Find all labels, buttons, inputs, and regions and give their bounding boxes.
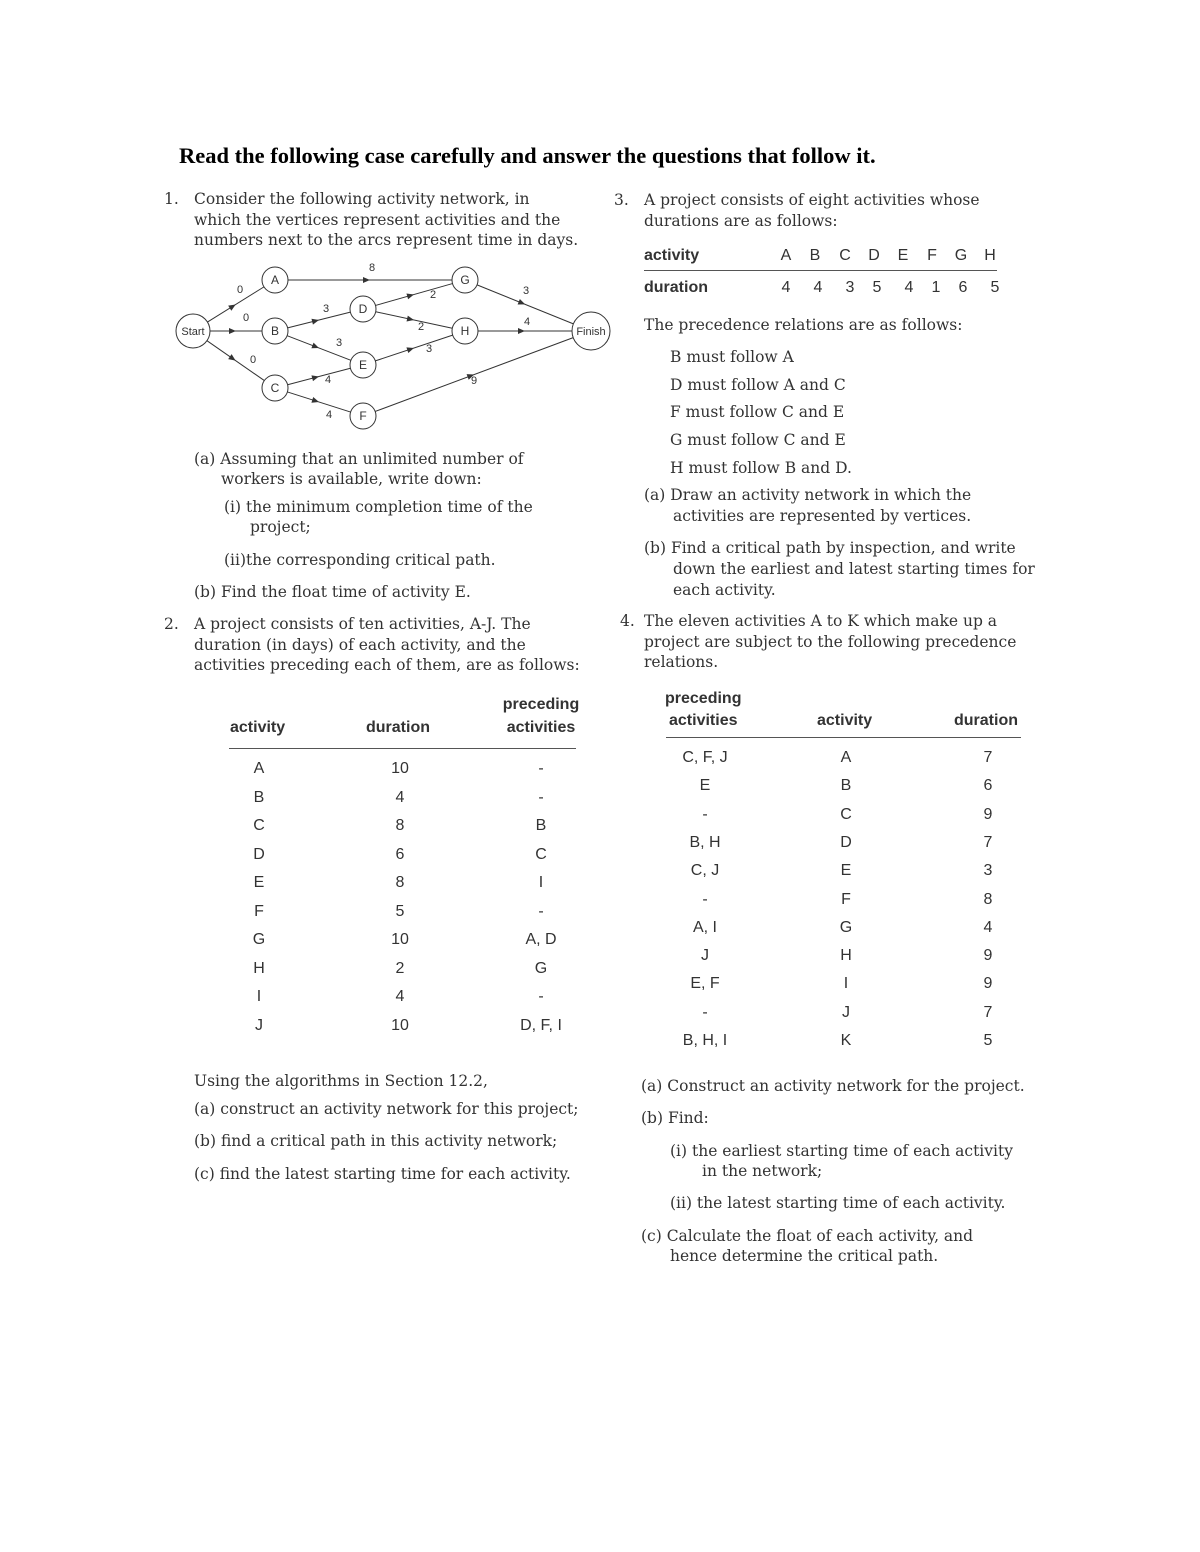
- arc-arrowhead: [518, 328, 525, 334]
- q2-cell-activity: A: [253, 760, 265, 777]
- q4-cell-duration: 9: [983, 805, 993, 823]
- arc-arrowhead: [311, 375, 319, 381]
- q2-cell-activity: E: [253, 874, 265, 891]
- q4-part-b: (b) Find:: [641, 1109, 709, 1127]
- q2-cell-duration: 10: [391, 1016, 409, 1034]
- arc-arrowhead: [311, 397, 319, 403]
- arc-duration-label: 0: [236, 284, 244, 296]
- q3-activity-cell: D: [868, 247, 880, 264]
- arc-duration-label: 0: [242, 312, 250, 324]
- q4-cell-duration: 9: [983, 975, 993, 993]
- q2-cell-activity: B: [253, 788, 265, 806]
- q2-intro: [194, 614, 580, 676]
- q3-activity-label: activity: [644, 247, 700, 264]
- arc-arrowhead: [229, 328, 236, 334]
- q3-part-b: (b) Find a critical path by inspection, and write: [644, 539, 1016, 557]
- network-arcs: [207, 262, 573, 421]
- q4-part-c-cont: hence determine the critical path.: [670, 1247, 939, 1265]
- arc-arrowhead: [363, 277, 370, 283]
- q4-cell-activity: B: [840, 777, 852, 795]
- q4-cell-duration: 7: [983, 1003, 993, 1021]
- q2-cell-preceding: C: [535, 845, 547, 863]
- q2-header-activities: activities: [506, 719, 576, 736]
- q2-cell-activity: I: [256, 988, 262, 1005]
- node-label: E: [358, 358, 368, 372]
- q3-relation: H must follow B and D.: [670, 459, 852, 477]
- arc-duration-label: 2: [429, 289, 437, 301]
- q4-cell-preceding: B, H: [689, 833, 721, 851]
- q3-part-a: (a) Draw an activity network in which the: [644, 486, 972, 504]
- q4-part-b-ii: (ii) the latest starting time of each activity.: [670, 1194, 1006, 1212]
- q2-cell-duration: 10: [391, 931, 409, 948]
- q1-intro: [194, 189, 578, 251]
- q4-header-rule: [666, 737, 1021, 738]
- q1-intro-line: which the vertices represent activities and the: [194, 210, 561, 229]
- arc-duration-label: 3: [322, 303, 330, 315]
- q3-intro: [644, 190, 980, 231]
- q3-activity-cell: H: [984, 247, 996, 264]
- q2-using: Using the algorithms in Section 12.2,: [194, 1072, 488, 1090]
- q2-header-activity: activity: [230, 719, 286, 736]
- q2-part-b: (b) find a critical path in this activity network;: [194, 1132, 558, 1150]
- arc-duration-label: 4: [324, 374, 332, 386]
- q4-cell-preceding: E: [699, 777, 711, 795]
- q4-cell-duration: 9: [983, 947, 993, 965]
- q3-duration-cell: 4: [904, 279, 914, 296]
- q3-activity-cell: E: [897, 247, 909, 264]
- q3-relation: D must follow A and C: [670, 376, 846, 394]
- q4-part-b-i: (i) the earliest starting time of each activity: [670, 1142, 1013, 1160]
- q2-cell-preceding: -: [538, 988, 544, 1005]
- q3-table-rule: [644, 270, 997, 271]
- q4-cell-preceding: E, F: [690, 975, 720, 993]
- q4-cell-preceding: C, J: [690, 862, 720, 880]
- arc-arrowhead: [311, 319, 319, 325]
- q2-part-a: (a) construct an activity network for this project;: [194, 1100, 579, 1118]
- q1-part-a-i: (i) the minimum completion time of the: [224, 498, 533, 516]
- q4-cell-preceding: -: [702, 1003, 708, 1021]
- q3-relation: F must follow C and E: [670, 403, 845, 421]
- q2-cell-duration: 10: [391, 760, 409, 777]
- q2-cell-preceding: D, F, I: [520, 1016, 562, 1034]
- q2-cell-preceding: B: [535, 817, 547, 834]
- q2-intro-line: A project consists of ten activities, A-J. The: [194, 615, 531, 633]
- q2-cell-preceding: -: [538, 902, 544, 920]
- q4-cell-preceding: C, F, J: [682, 749, 728, 766]
- arc-arrowhead: [407, 316, 414, 322]
- q2-cell-activity: J: [255, 1016, 263, 1034]
- q2-cell-activity: C: [253, 817, 265, 834]
- q4-header-activity: activity: [817, 712, 873, 729]
- q4-cell-duration: 5: [983, 1032, 993, 1049]
- q4-cell-preceding: J: [701, 947, 709, 965]
- q4-part-a: (a) Construct an activity network for the project.: [641, 1077, 1025, 1095]
- q3-duration-cell: 4: [813, 279, 823, 296]
- q3-relation: G must follow C and E: [670, 431, 846, 449]
- arc-duration-label: 0: [249, 354, 257, 366]
- q4-cell-duration: 8: [983, 890, 993, 908]
- q1-intro-line: Consider the following activity network, in: [194, 190, 530, 208]
- arc-duration-label: 9: [470, 375, 478, 387]
- q2-header-preceding: preceding: [502, 696, 580, 713]
- node-label: A: [270, 273, 280, 287]
- q1-part-a-ii: (ii)the corresponding critical path.: [224, 551, 496, 569]
- q2-intro-line: activities preceding each of them, are as follows:: [194, 656, 580, 674]
- q3-activity-cell: C: [839, 247, 851, 264]
- arc-duration-label: 2: [417, 321, 425, 333]
- q4-cell-duration: 6: [983, 777, 993, 795]
- q4-part-c: (c) Calculate the float of each activity, and: [641, 1227, 974, 1245]
- q3-duration-cell: 5: [872, 279, 882, 296]
- q4-cell-activity: K: [840, 1032, 852, 1049]
- node-label: H: [460, 324, 470, 338]
- q4-cell-duration: 7: [983, 749, 993, 766]
- q4-part-b-i-cont: in the network;: [702, 1162, 823, 1180]
- arc-arrowhead: [406, 347, 414, 353]
- q3-activity-cell: A: [780, 247, 792, 264]
- q4-cell-duration: 4: [983, 918, 993, 936]
- q3-duration-cell: 5: [990, 279, 1000, 296]
- q2-cell-duration: 4: [395, 988, 405, 1005]
- q4-cell-activity: I: [843, 975, 849, 993]
- q4-header-preceding: preceding: [665, 690, 742, 707]
- arc-duration-label: 3: [522, 285, 530, 297]
- q3-duration-cell: 1: [931, 279, 941, 296]
- q1-part-b: (b) Find the float time of activity E.: [194, 583, 471, 601]
- q4-cell-preceding: -: [702, 890, 708, 908]
- q3-intro-line: durations are as follows:: [644, 211, 838, 230]
- q4-cell-activity: D: [840, 833, 852, 851]
- q2-cell-duration: 4: [395, 788, 405, 806]
- node-label: Finish: [576, 326, 606, 338]
- q3-duration-cell: 3: [845, 279, 855, 296]
- q4-cell-activity: C: [840, 805, 852, 823]
- node-label: G: [460, 273, 470, 287]
- q1-number: 1.: [164, 190, 179, 208]
- arc-duration-label: 8: [368, 262, 376, 274]
- arc-arrowhead: [518, 299, 526, 305]
- q4-intro: [644, 611, 1016, 673]
- node-label: D: [358, 302, 368, 316]
- node-label: C: [270, 381, 280, 395]
- q2-cell-duration: 2: [395, 959, 405, 977]
- arc-arrowhead: [228, 304, 236, 310]
- q4-cell-activity: H: [840, 947, 852, 965]
- q4-intro-line: project are subject to the following precedence: [644, 632, 1017, 651]
- q3-activity-cell: B: [809, 247, 821, 264]
- q2-cell-duration: 8: [395, 874, 405, 891]
- q2-header-duration: duration: [366, 719, 430, 736]
- arc-arrowhead: [311, 343, 319, 349]
- q3-relations-intro: The precedence relations are as follows:: [644, 316, 963, 334]
- q1-part-a-i-cont: project;: [250, 518, 311, 536]
- arc-duration-label: 3: [335, 337, 343, 349]
- q2-cell-activity: F: [254, 902, 264, 920]
- q2-cell-activity: H: [253, 959, 265, 977]
- page-title: Read the following case carefully and answer the questions that follow it.: [179, 143, 876, 168]
- q2-cell-duration: 6: [395, 845, 405, 863]
- q4-cell-preceding: A, I: [692, 918, 717, 936]
- q2-cell-preceding: G: [534, 959, 548, 977]
- node-label: Start: [181, 326, 205, 338]
- node-label: F: [359, 409, 367, 423]
- q2-header-rule: [229, 748, 576, 749]
- q2-cell-preceding: A, D: [525, 931, 557, 948]
- q3-part-a-cont: activities are represented by vertices.: [673, 507, 972, 525]
- q4-intro-line: The eleven activities A to K which make up a: [644, 612, 998, 630]
- q4-cell-duration: 7: [983, 833, 993, 851]
- q4-header-duration: duration: [954, 712, 1018, 729]
- q4-cell-duration: 3: [983, 862, 993, 880]
- q3-number: 3.: [614, 191, 629, 209]
- q1-part-a-cont: workers is available, write down:: [221, 470, 482, 488]
- q2-part-c: (c) find the latest starting time for each activity.: [194, 1165, 571, 1183]
- arc-arrowhead: [228, 354, 235, 360]
- q4-cell-activity: G: [839, 918, 853, 936]
- q3-part-b-cont: down the earliest and latest starting times for: [673, 560, 1035, 578]
- q2-number: 2.: [164, 615, 179, 633]
- q4-cell-preceding: B, H, I: [682, 1032, 728, 1049]
- q3-part-b-cont: each activity.: [673, 581, 776, 599]
- q2-intro-line: duration (in days) of each activity, and the: [194, 635, 526, 654]
- q2-cell-preceding: -: [538, 760, 544, 777]
- q2-cell-preceding: I: [538, 874, 544, 891]
- q4-header-activities: activities: [669, 712, 738, 729]
- q2-cell-activity: D: [253, 845, 265, 863]
- q2-cell-duration: 5: [395, 902, 405, 920]
- q1-intro-line: numbers next to the arcs represent time in days.: [194, 231, 579, 249]
- q4-cell-activity: F: [841, 890, 851, 908]
- q3-duration-label: duration: [644, 279, 708, 296]
- q3-intro-line: A project consists of eight activities whose: [644, 191, 980, 209]
- q4-number: 4.: [620, 612, 635, 630]
- q3-duration-cell: 6: [958, 279, 968, 296]
- q4-cell-activity: E: [840, 862, 852, 880]
- arc-duration-label: 3: [425, 343, 433, 355]
- node-label: B: [270, 324, 280, 338]
- q2-cell-activity: G: [252, 931, 266, 948]
- q3-activity-cell: G: [954, 247, 968, 264]
- q4-intro-line: relations.: [644, 653, 719, 671]
- q3-activity-cell: F: [927, 247, 937, 264]
- q3-relation: B must follow A: [670, 348, 794, 366]
- q1-part-a: (a) Assuming that an unlimited number of: [194, 450, 524, 468]
- arc-start-a: [207, 287, 264, 322]
- q4-cell-activity: J: [842, 1003, 850, 1021]
- q4-cell-activity: A: [840, 749, 852, 766]
- activity-network-diagram: [160, 255, 630, 440]
- q2-cell-duration: 8: [395, 817, 405, 834]
- arc-duration-label: 4: [325, 409, 333, 421]
- arc-arrowhead: [406, 294, 414, 300]
- q3-duration-cell: 4: [781, 279, 791, 296]
- arc-duration-label: 4: [523, 316, 531, 328]
- q2-cell-preceding: -: [538, 788, 544, 806]
- q4-cell-preceding: -: [702, 805, 708, 823]
